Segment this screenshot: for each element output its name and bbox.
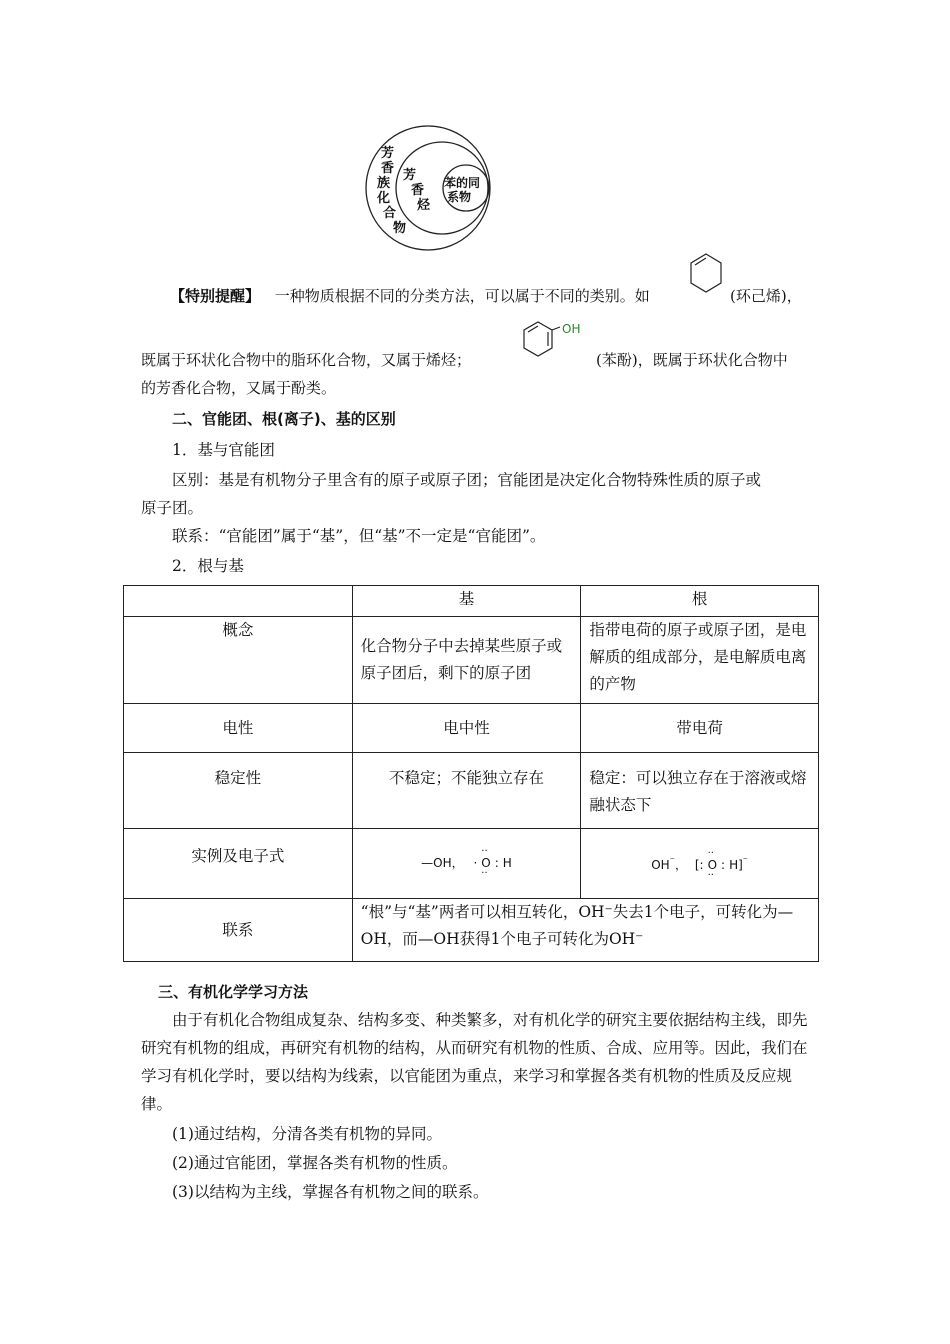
- section3-item: (2)通过官能团，掌握各类有机物的性质。: [172, 1154, 458, 1172]
- root-vs-group-table: [123, 585, 819, 962]
- phenol-oh-label: OH: [562, 322, 581, 336]
- diff-line2: 原子团。: [141, 499, 204, 517]
- tip-line1: [170, 282, 650, 310]
- example-gen-cell: [581, 829, 819, 899]
- hydroxide-ion-formula: OH: [651, 858, 670, 872]
- middle-circle-label: [403, 168, 430, 213]
- table-row: [124, 753, 819, 829]
- inner-label-line2: 系物: [447, 190, 472, 204]
- section2-heading: 二、官能团、根(离子)、基的区别: [172, 410, 396, 428]
- charge-sign: ⁻: [742, 856, 749, 867]
- row-gen-cell: 带电荷: [581, 704, 819, 753]
- section3-paragraph: [141, 1006, 819, 1118]
- hydroxyl-electron-formula: · ·· O ·· : H: [473, 846, 512, 879]
- table-row: [124, 899, 819, 962]
- table-row: [124, 829, 819, 899]
- outer-char: 物: [393, 221, 407, 236]
- row-gen-cell: 指带电荷的原子或原子团，是电解质的组成部分，是电解质电离的产物: [581, 617, 819, 704]
- link-text-cell: “根”与“基”两者可以相互转化，OH⁻失去1个电子，可转化为—OH，而—OH获得1个电子可转化为OH⁻: [352, 899, 818, 962]
- middle-char: 烃: [417, 198, 431, 213]
- section3-item: (3)以结构为主线，掌握各有机物之间的联系。: [172, 1183, 489, 1201]
- section2-sub1: 1．基与官能团: [172, 441, 275, 459]
- separator: ，: [674, 858, 687, 872]
- outer-char: 合: [383, 206, 397, 221]
- inner-circle-label: [444, 176, 480, 204]
- outer-circle-label: [375, 146, 406, 236]
- middle-char: 芳: [403, 168, 417, 183]
- table-header-row: [124, 586, 819, 617]
- row-gen-cell: 稳定：可以独立存在于溶液或熔融状态下: [581, 753, 819, 829]
- tip-text1: 一种物质根据不同的分类方法，可以属于不同的类别。如: [274, 287, 650, 305]
- example-ji-cell: [352, 829, 581, 899]
- outer-char: 香: [381, 161, 395, 176]
- table-header-cell: 基: [352, 586, 581, 617]
- table-header-cell: [124, 586, 353, 617]
- table-header-cell: 根: [581, 586, 819, 617]
- hydrogen-atom: H: [502, 856, 512, 870]
- outer-char: 化: [377, 191, 391, 206]
- row-ji-text: 化合物分子中去掉某些原子或原子团后，剩下的原子团: [360, 637, 563, 682]
- tip-text3: 既属于环状化合物中的脂环化合物，又属于烯烃；: [141, 351, 472, 369]
- row-label: 稳定性: [124, 753, 353, 829]
- row-ji-cell: [352, 617, 581, 704]
- outer-char: 芳: [381, 146, 395, 161]
- tip-text5: 的芳香化合物，又属于酚类。: [141, 379, 337, 397]
- diff-line1: 区别：基是有机物分子里含有的原子或原子团；官能团是决定化合物特殊性质的原子或: [172, 471, 762, 489]
- hydrogen-bracket: H]: [729, 858, 743, 872]
- oxygen-atom: O: [707, 858, 718, 872]
- section2-sub2: 2．根与基: [172, 557, 244, 575]
- table-row: [124, 617, 819, 704]
- tip-text4: (苯酚)，既属于环状化合物中: [596, 351, 788, 369]
- outer-char: 族: [377, 176, 391, 191]
- link-para: 联系：“官能团”属于“基”，但“基”不一定是“官能团”。: [172, 527, 546, 545]
- row-ji-cell: 电中性: [352, 704, 581, 753]
- charge-sign: ⁻: [669, 856, 675, 867]
- table-row: [124, 704, 819, 753]
- cyclohexene-structure: [689, 252, 723, 296]
- row-label: 概念: [124, 617, 353, 704]
- tip-text2: (环己烯)，: [730, 287, 802, 305]
- hydroxyl-group-formula: —OH: [421, 856, 452, 870]
- separator: ，: [451, 856, 464, 870]
- tip-heading: 【特别提醒】: [170, 287, 261, 305]
- section3-item: (1)通过结构，分清各类有机物的异同。: [172, 1125, 442, 1143]
- oxygen-atom: O: [481, 856, 491, 870]
- inner-label-line1: 苯的同: [444, 176, 481, 190]
- bracket: [: [694, 858, 700, 872]
- middle-char: 香: [411, 183, 425, 198]
- row-ji-cell: 不稳定；不能独立存在: [352, 753, 581, 829]
- row-label: 实例及电子式: [124, 829, 353, 899]
- hydroxide-electron-formula: [: ·· O ·· : H]⁻: [694, 848, 749, 881]
- section3-heading: 三、有机化学学习方法: [158, 983, 309, 1001]
- row-label: 电性: [124, 704, 353, 753]
- section3-paragraph-text: 由于有机化合物组成复杂、结构多变、种类繁多，对有机化学的研究主要依据结构主线，即先研究有机物的组成，再研究有机物的结构，从而研究有机物的性质、合成、应用等。因此，我们在学习有机化学时，要以结构为线索，以官能团为重点，来学习和掌握各类有机物的性质及反应规律。: [141, 1011, 808, 1113]
- row-label: 联系: [124, 899, 353, 962]
